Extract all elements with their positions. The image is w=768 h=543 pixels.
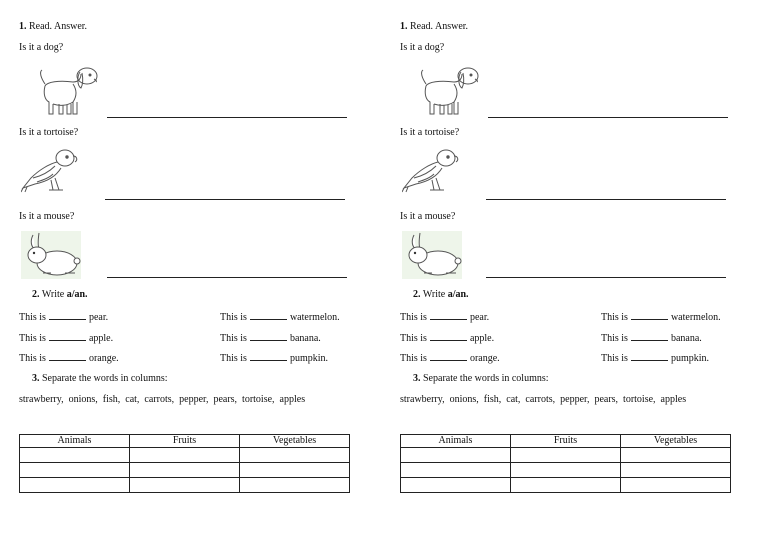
table-cell[interactable] <box>130 463 240 478</box>
task1-heading <box>400 21 468 33</box>
answer-line-1[interactable] <box>488 117 728 118</box>
sentence-word: watermelon. <box>289 312 340 323</box>
answer-line-1[interactable] <box>107 117 347 118</box>
sentence-word: watermelon. <box>670 312 721 323</box>
table-row <box>20 463 350 478</box>
sentence-word: banana. <box>289 333 321 344</box>
column-header-animals: Animals <box>20 435 130 448</box>
question-2: Is it a tortoise? <box>19 127 79 138</box>
question-3: Is it a mouse? <box>19 211 75 222</box>
answer-line-2[interactable] <box>486 199 726 200</box>
table-cell[interactable] <box>20 448 130 463</box>
column-header-fruits: Fruits <box>130 435 240 448</box>
sentence-row <box>19 331 113 345</box>
column-header-vegetables: Vegetables <box>240 435 350 448</box>
task3-title: Separate the words in columns: <box>423 373 549 384</box>
sentence-prefix: This is <box>400 333 427 344</box>
table-row <box>20 478 350 493</box>
blank-field[interactable] <box>49 331 86 341</box>
question-1: Is it a dog? <box>19 42 64 53</box>
parrot-icon <box>21 148 81 196</box>
task2-title-bold: a/an. <box>66 289 88 300</box>
sentence-row <box>601 310 721 324</box>
worksheet-right <box>400 0 745 543</box>
sentence-row <box>601 351 709 365</box>
blank-field[interactable] <box>430 310 467 320</box>
table-cell[interactable] <box>20 463 130 478</box>
blank-field[interactable] <box>250 351 287 361</box>
sentence-prefix: This is <box>19 353 46 364</box>
task1-number: 1. <box>19 21 27 32</box>
table-row <box>401 463 731 478</box>
blank-field[interactable] <box>631 310 668 320</box>
word-list: strawberry, onions, fish, cat, carrots, pepper, pears, tortoise, apples <box>19 394 306 405</box>
sentence-prefix: This is <box>400 353 427 364</box>
sentence-prefix: This is <box>19 312 46 323</box>
table-cell[interactable] <box>20 478 130 493</box>
sentence-prefix: This is <box>220 333 247 344</box>
table-row <box>401 478 731 493</box>
task1-number: 1. <box>400 21 408 32</box>
sentence-word: pumpkin. <box>289 353 329 364</box>
table-cell[interactable] <box>511 448 621 463</box>
table-cell[interactable] <box>401 463 511 478</box>
question-3: Is it a mouse? <box>400 211 456 222</box>
blank-field[interactable] <box>49 351 86 361</box>
table-cell[interactable] <box>401 478 511 493</box>
task1-title: Read. Answer. <box>410 21 469 32</box>
sentence-prefix: This is <box>601 333 628 344</box>
sentence-row <box>400 310 489 324</box>
table-header-row <box>20 435 350 448</box>
dog-icon <box>37 64 101 118</box>
column-header-animals: Animals <box>401 435 511 448</box>
blank-field[interactable] <box>631 351 668 361</box>
task3-title: Separate the words in columns: <box>42 373 168 384</box>
task2-heading <box>413 289 469 301</box>
sentence-row <box>19 310 108 324</box>
answer-line-3[interactable] <box>107 277 347 278</box>
table-cell[interactable] <box>130 448 240 463</box>
blank-field[interactable] <box>250 310 287 320</box>
table-cell[interactable] <box>511 478 621 493</box>
task2-number: 2. <box>413 289 421 300</box>
blank-field[interactable] <box>250 331 287 341</box>
task3-number: 3. <box>413 373 421 384</box>
question-2: Is it a tortoise? <box>400 127 460 138</box>
sentence-row <box>400 351 500 365</box>
sentence-word: pear. <box>469 312 490 323</box>
blank-field[interactable] <box>49 310 86 320</box>
sentence-prefix: This is <box>220 353 247 364</box>
sentence-word: apple. <box>469 333 495 344</box>
sentence-prefix: This is <box>220 312 247 323</box>
sorting-table <box>19 434 350 493</box>
table-row <box>401 448 731 463</box>
sentence-prefix: This is <box>19 333 46 344</box>
task2-title-bold: a/an. <box>447 289 469 300</box>
sentence-row <box>220 331 321 345</box>
word-list: strawberry, onions, fish, cat, carrots, pepper, pears, tortoise, apples <box>400 394 687 405</box>
sorting-table <box>400 434 731 493</box>
sentence-word: pear. <box>88 312 109 323</box>
sentence-word: orange. <box>469 353 500 364</box>
question-1: Is it a dog? <box>400 42 445 53</box>
task3-heading <box>413 373 549 385</box>
table-cell[interactable] <box>240 448 350 463</box>
task1-heading <box>19 21 87 33</box>
blank-field[interactable] <box>631 331 668 341</box>
task2-title: Write <box>41 289 67 300</box>
parrot-icon <box>402 148 462 196</box>
table-header-row <box>401 435 731 448</box>
sentence-row <box>220 310 340 324</box>
sentence-word: banana. <box>670 333 702 344</box>
task3-number: 3. <box>32 373 40 384</box>
sentence-prefix: This is <box>601 353 628 364</box>
task2-number: 2. <box>32 289 40 300</box>
table-cell[interactable] <box>621 478 731 493</box>
task2-heading <box>32 289 88 301</box>
table-cell[interactable] <box>401 448 511 463</box>
rabbit-icon <box>402 231 462 279</box>
answer-line-3[interactable] <box>486 277 726 278</box>
column-header-vegetables: Vegetables <box>621 435 731 448</box>
sentence-word: apple. <box>88 333 114 344</box>
sentence-row <box>400 331 494 345</box>
table-cell[interactable] <box>621 463 731 478</box>
table-cell[interactable] <box>240 478 350 493</box>
table-cell[interactable] <box>130 478 240 493</box>
table-cell[interactable] <box>621 448 731 463</box>
table-cell[interactable] <box>511 463 621 478</box>
task3-heading <box>32 373 168 385</box>
sentence-word: orange. <box>88 353 119 364</box>
dog-icon <box>418 64 482 118</box>
task1-title: Read. Answer. <box>29 21 88 32</box>
sentence-prefix: This is <box>601 312 628 323</box>
sentence-row <box>220 351 328 365</box>
sentence-word: pumpkin. <box>670 353 710 364</box>
worksheet-left <box>19 0 364 543</box>
sentence-row <box>601 331 702 345</box>
table-row <box>20 448 350 463</box>
rabbit-icon <box>21 231 81 279</box>
task2-title: Write <box>422 289 448 300</box>
blank-field[interactable] <box>430 351 467 361</box>
sentence-row <box>19 351 119 365</box>
answer-line-2[interactable] <box>105 199 345 200</box>
column-header-fruits: Fruits <box>511 435 621 448</box>
sentence-prefix: This is <box>400 312 427 323</box>
table-cell[interactable] <box>240 463 350 478</box>
blank-field[interactable] <box>430 331 467 341</box>
